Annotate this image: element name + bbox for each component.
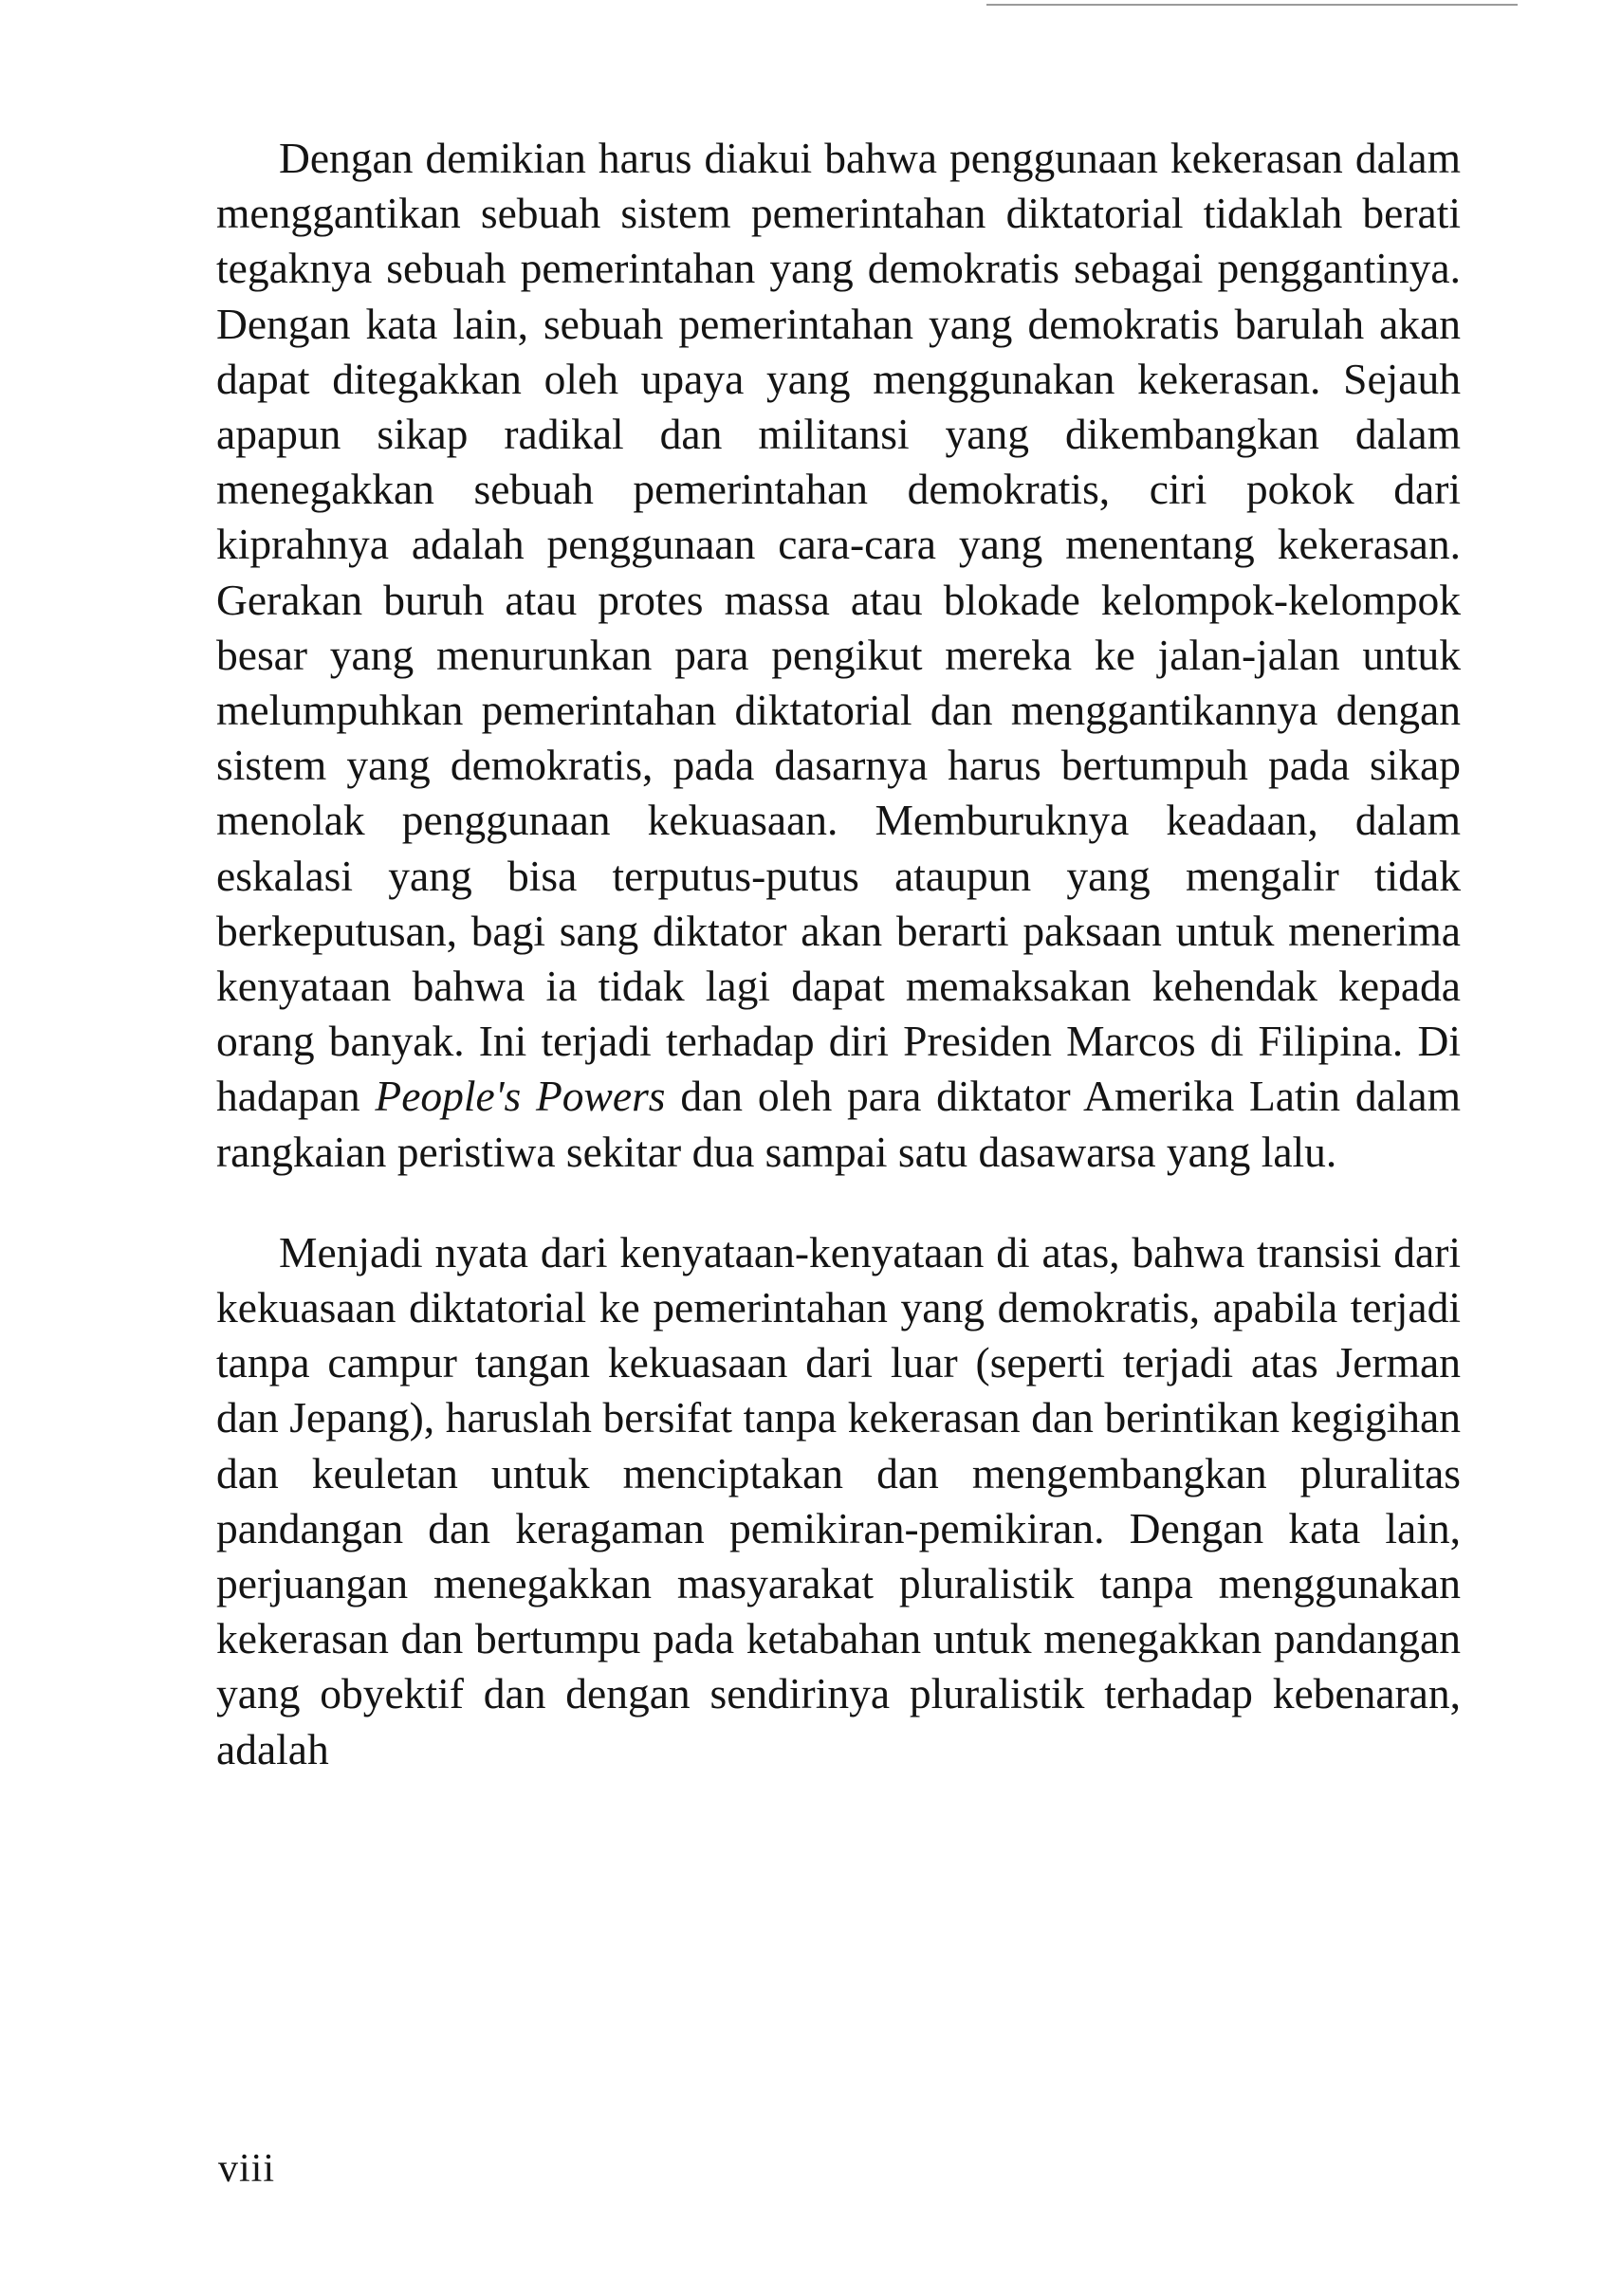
paragraph-1-italic-phrase: People's Powers — [375, 1072, 666, 1121]
paragraph-2 — [216, 1225, 1461, 1777]
paragraph-1-text-before: Dengan demikian harus diakui bahwa penggunaan kekerasan dalam menggantikan sebuah sistem pemerintahan diktatorial tidaklah berati tegaknya sebuah pemerintahan yang demokratis sebagai penggantinya. Dengan kata lain, sebuah pemerintahan yang demokratis barulah akan dapat ditegakkan oleh upaya yang menggunakan kekerasan. Sejauh apapun sikap radikal dan militansi yang dikembangkan dalam menegakkan sebuah pemerintahan demokratis, ciri pokok dari kiprahnya adalah penggunaan cara-cara yang menentang kekerasan. Gerakan buruh atau protes massa atau blokade kelompok-kelompok besar yang menurunkan para pengikut mereka ke jalan-jalan untuk melumpuhkan pemerintahan diktatorial dan menggantikannya dengan sistem yang demokratis, pada dasarnya harus bertumpuh pada sikap menolak penggunaan kekuasaan. Memburuknya keadaan, dalam eskalasi yang bisa terputus-putus ataupun yang mengalir tidak berkeputusan, bagi sang diktator akan berarti paksaan untuk menerima kenyataan bahwa ia tidak lagi dapat memaksakan kehendak kepada orang banyak. Ini terjadi terhadap diri Presiden Marcos di Filipina. Di hadapan — [216, 134, 1461, 1121]
paragraph-1-text-after: dan oleh para diktator Amerika Latin dalam rangkaian peristiwa sekitar dua sampai satu dasawarsa yang lalu. — [216, 1072, 1461, 1176]
page-body — [216, 131, 1461, 1777]
paragraph-2-text: Menjadi nyata dari kenyataan-kenyataan di atas, bahwa transisi dari kekuasaan diktatorial ke pemerintahan yang demokratis, apabila terjadi tanpa campur tangan kekuasaan dari luar (seperti terjadi atas Jerman dan Jepang), haruslah bersifat tanpa kekerasan dan berintikan kegigihan dan keuletan untuk menciptakan dan mengembangkan pluralitas pandangan dan keragaman pemikiran-pemikiran. Dengan kata lain, perjuangan menegakkan masyarakat pluralistik tanpa menggunakan kekerasan dan bertumpu pada ketabahan untuk menegakkan pandangan yang obyektif dan dengan sendirinya pluralistik terhadap kebenaran, adalah — [216, 1227, 1461, 1773]
paragraph-1 — [216, 131, 1461, 1180]
page-number: viii — [218, 2147, 276, 2191]
top-edge-rule — [986, 4, 1518, 6]
